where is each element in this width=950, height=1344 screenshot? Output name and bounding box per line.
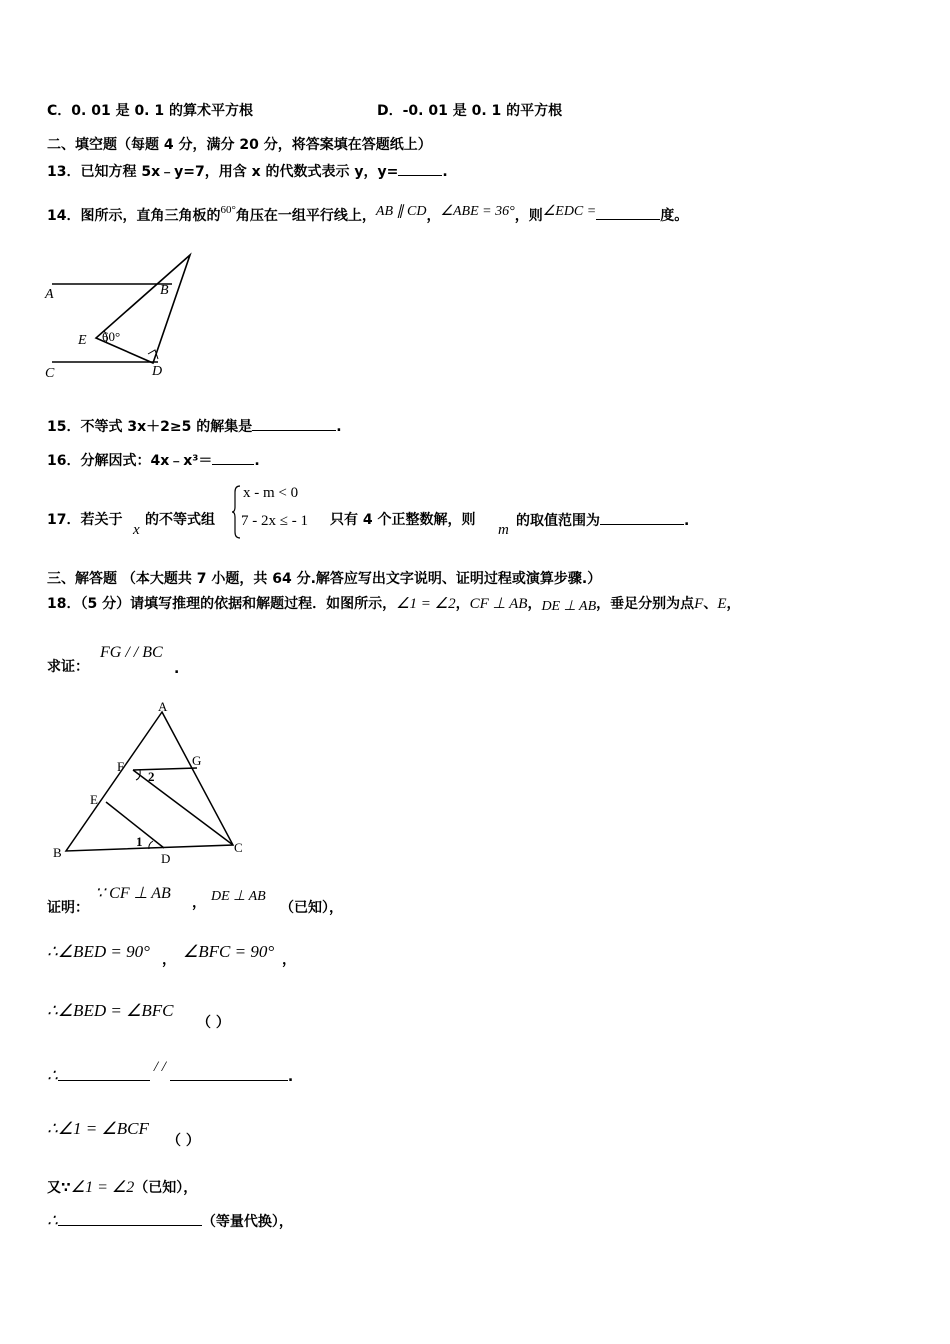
- fig14-label-a: A: [45, 287, 54, 302]
- question-13: [47, 161, 448, 182]
- fig14-label-b: B: [160, 283, 169, 298]
- proof-because: ∵ CF ⊥ AB: [95, 885, 171, 902]
- proof-step4-blank-1[interactable]: [58, 1066, 150, 1081]
- q18-deab: DE ⊥ AB: [541, 599, 597, 614]
- q15-text: 15．不等式 3x＋2≥5 的解集是: [47, 419, 253, 435]
- fig18-label-angle-1: 1: [136, 834, 143, 849]
- option-d: D．-0. 01 是 0. 1 的平方根: [377, 103, 563, 119]
- question-14: [47, 205, 688, 227]
- proof-step7-reason: （等量代换），: [201, 1214, 293, 1230]
- q18-eq12: ∠1 = ∠2: [396, 596, 456, 612]
- question-17-post: [516, 510, 689, 531]
- fig14-label-c: C: [45, 366, 55, 381]
- question-15: [47, 416, 342, 437]
- prove-end: .: [174, 661, 180, 677]
- q18-cfab: CF ⊥ AB: [469, 596, 528, 612]
- proof-step5: ∴∠1 = ∠BCF: [47, 1119, 149, 1138]
- q14-angle-60: 60°: [220, 204, 236, 216]
- q15-end: .: [336, 419, 342, 435]
- proof-step4: [47, 1059, 294, 1087]
- proof-step7-therefore: ∴: [47, 1211, 58, 1230]
- proof-step5-reason[interactable]: （ ）: [167, 1133, 200, 1149]
- q16-text: 16．分解因式：4x﹣x³＝: [47, 453, 213, 469]
- question-17-mid: 的不等式组: [145, 512, 215, 528]
- q18-pre: 18．（5 分）请填写推理的依据和解题过程．如图所示，: [47, 596, 397, 612]
- fig18-label-a: A: [158, 699, 168, 714]
- question-17-mid2: 只有 4 个正整数解，则: [330, 512, 476, 528]
- proof-comma: ，: [192, 895, 206, 911]
- section-3-heading: 三、解答题 （本大题共 7 小题，共 64 分.解答应写出文字说明、证明过程或演算步骤.）: [47, 571, 602, 587]
- proof-step2-b: ∠BFC = 90°: [183, 942, 275, 961]
- q17-end: .: [684, 513, 690, 529]
- q17-brace: [231, 484, 241, 540]
- fig18-label-e: E: [90, 792, 98, 807]
- q17-ineq-2: 7 - 2x ≤ - 1: [241, 513, 308, 529]
- q17-post-text: 的取值范围为: [516, 513, 600, 529]
- fig18-segment-ed: [106, 802, 164, 848]
- prove-label: 求证：: [47, 659, 89, 675]
- q14-comma2: ，则: [514, 208, 543, 224]
- q17-answer-blank[interactable]: [600, 510, 684, 525]
- fig18-label-f: F: [117, 759, 125, 774]
- q14-mid: 角压在一组平行线上，: [235, 208, 376, 224]
- proof-step6-pre: 又∵: [47, 1180, 71, 1196]
- q18-sep: 、: [703, 596, 718, 612]
- proof-step2-comma1: ，: [162, 952, 176, 968]
- q17-var-m: m: [498, 522, 509, 538]
- option-c: C．0. 01 是 0. 1 的算术平方根: [47, 103, 253, 119]
- fig18-angle-2-arc: [136, 770, 140, 780]
- fig14-label-e: E: [78, 333, 87, 348]
- proof-step2-a: ∴∠BED = 90°: [47, 942, 150, 961]
- q18-c3: ，: [726, 596, 741, 612]
- proof-deab: DE ⊥ AB: [211, 889, 266, 904]
- proof-step3: ∴∠BED = ∠BFC: [47, 1001, 174, 1020]
- proof-step4-end: .: [287, 1069, 294, 1085]
- prove-expression: FG / / BC: [100, 644, 163, 661]
- q18-c1: ，: [455, 596, 470, 612]
- proof-step7: [47, 1211, 293, 1232]
- q17-ineq-1: x - m < 0: [243, 485, 299, 501]
- q14-comma1: ，: [426, 208, 441, 224]
- proof-step2-comma2: ，: [282, 952, 296, 968]
- proof-known: （已知），: [280, 900, 343, 916]
- fig18-label-d: D: [161, 851, 171, 866]
- proof-step6-known: （已知），: [134, 1180, 198, 1196]
- proof-step4-parallel: / /: [153, 1059, 166, 1075]
- q14-pre: 14．图所示，直角三角板的: [47, 208, 221, 224]
- q18-c2: ，: [527, 596, 542, 612]
- q14-end: 度。: [660, 208, 689, 224]
- question-18: [47, 594, 741, 615]
- proof-step6: [47, 1178, 197, 1198]
- q18-point-f: F: [694, 596, 704, 612]
- proof-step3-reason[interactable]: （ ）: [197, 1015, 230, 1031]
- proof-step4-blank-2[interactable]: [170, 1066, 288, 1081]
- q14-edc: ∠EDC =: [542, 204, 597, 219]
- q18-point-e: E: [717, 596, 727, 612]
- q14-answer-blank[interactable]: [596, 205, 660, 220]
- fig14-label-angle: 60°: [102, 329, 121, 344]
- figure-18: [45, 696, 255, 868]
- q13-end: .: [442, 164, 448, 180]
- fig14-label-d: D: [152, 364, 163, 379]
- fig18-label-g: G: [192, 753, 202, 768]
- q18-post: ，垂足分别为点: [596, 596, 695, 612]
- q14-abe: ∠ABE = 36°: [440, 204, 515, 219]
- proof-step7-blank[interactable]: [58, 1211, 202, 1226]
- q14-parallel: AB ∥ CD: [375, 204, 427, 219]
- q17-var-x: x: [133, 522, 140, 538]
- proof-step6-expr: ∠1 = ∠2: [70, 1179, 135, 1196]
- q13-text: 13．已知方程 5x﹣y=7，用含 x 的代数式表示 y，y=: [47, 164, 399, 180]
- section-2-heading: 二、填空题（每题 4 分，满分 20 分，将答案填在答题纸上）: [47, 137, 432, 153]
- q13-answer-blank[interactable]: [398, 161, 442, 176]
- figure-14: [40, 250, 200, 385]
- fig18-label-c: C: [234, 840, 243, 855]
- q15-answer-blank[interactable]: [252, 416, 336, 431]
- proof-label: 证明：: [47, 900, 89, 916]
- question-16: [47, 450, 260, 471]
- fig18-segment-fg: [133, 768, 197, 770]
- fig14-triangle: [96, 255, 190, 363]
- fig18-label-b: B: [53, 845, 62, 860]
- q16-end: .: [254, 453, 260, 469]
- fig18-label-angle-2: 2: [148, 769, 155, 784]
- proof-step4-therefore: ∴: [47, 1066, 58, 1085]
- q16-answer-blank[interactable]: [212, 450, 254, 465]
- question-17-pre: 17．若关于: [47, 512, 123, 528]
